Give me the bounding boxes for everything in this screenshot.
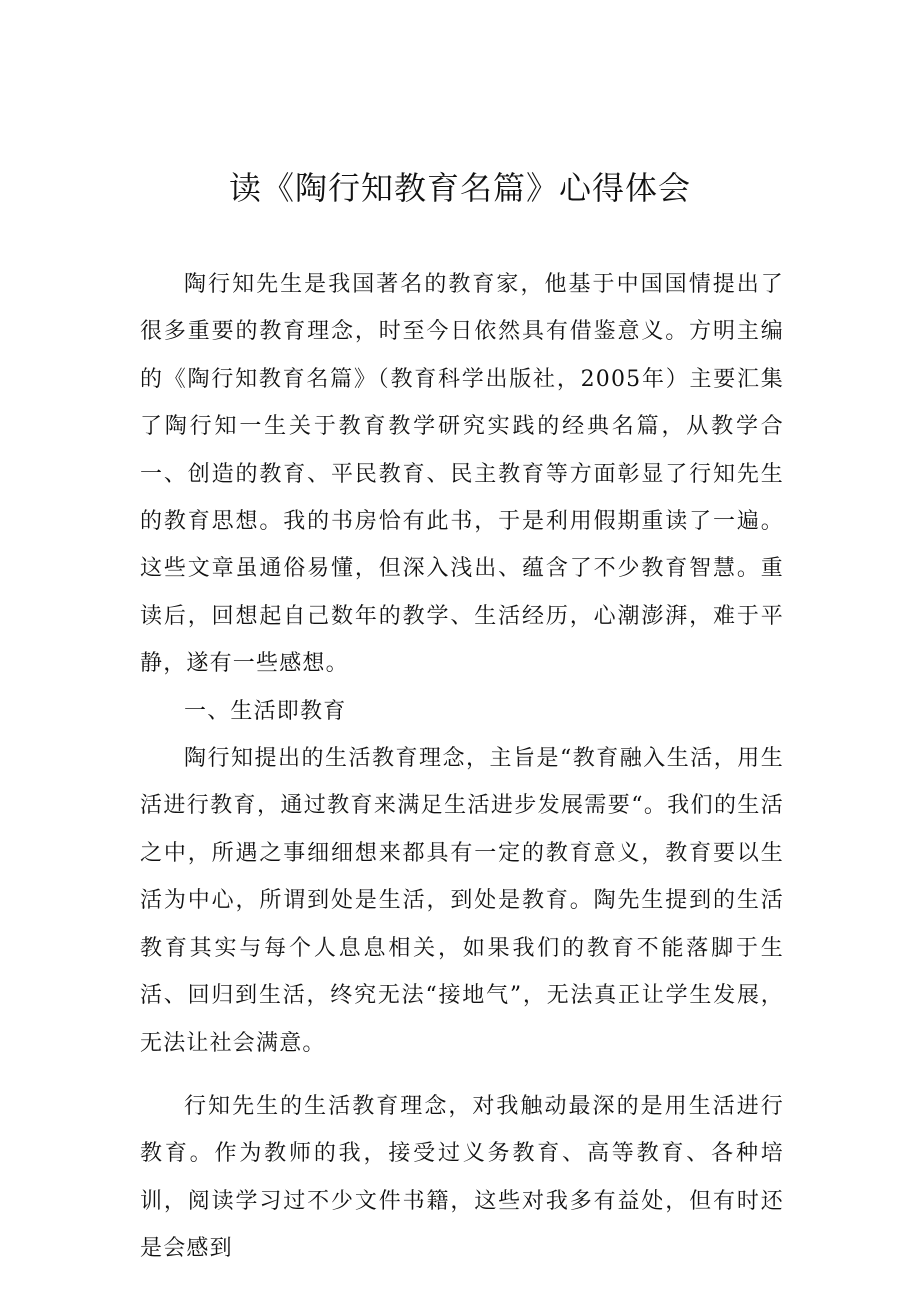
paragraph-life-education: 陶行知提出的生活教育理念，主旨是“教育融入生活，用生活进行教育，通过教育来满足生活进步发展需要“。我们的生活之中，所遇之事细细想来都具有一定的教育意义，教育要以生活为中心，所谓到处是生活，到处是教育。陶先生提到的生活教育其实与每个人息息相关，如果我们的教育不能落脚于生活、回归到生活，终究无法“接地气”，无法真正让学生发展，无法让社会满意。 (140, 746, 784, 1056)
section-heading-life-is-education: 一、生活即教育 (184, 698, 347, 724)
paragraph-reflection: 行知先生的生活教育理念，对我触动最深的是用生活进行教育。作为教师的我，接受过义务教育、高等教育、各种培训，阅读学习过不少文件书籍，这些对我多有益处，但有时还是会感到 (140, 1093, 784, 1262)
paragraph-intro: 陶行知先生是我国著名的教育家，他基于中国国情提出了很多重要的教育理念，时至今日依然具有借鉴意义。方明主编的《陶行知教育名篇》（教育科学出版社，2005年）主要汇集了陶行知一生关于教育教学研究实践的经典名篇，从教学合一、创造的教育、平民教育、民主教育等方面彰显了行知先生的教育思想。我的书房恰有此书，于是利用假期重读了一遍。这些文章虽通俗易懂，但深入浅出、蕴含了不少教育智慧。重读后，回想起自己数年的教学、生活经历，心潮澎湃，难于平静，遂有一些感想。 (140, 272, 784, 677)
document-body (140, 261, 784, 1273)
document-title: 读《陶行知教育名篇》心得体会 (228, 169, 691, 207)
